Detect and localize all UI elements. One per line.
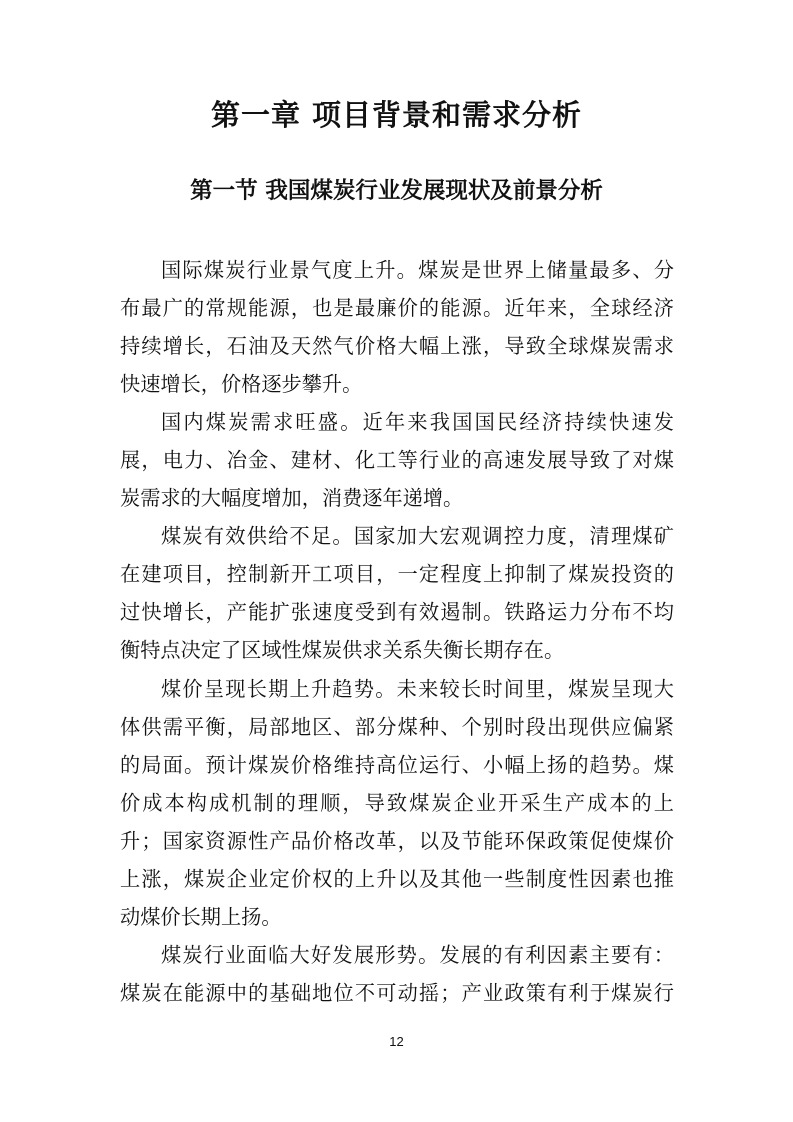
- paragraph-line: 在建项目，控制新开工项目，一定程度上抑制了煤炭投资的: [120, 562, 674, 587]
- paragraph-line: 过快增长，产能扩张速度受到有效遏制。铁路运力分布不均: [120, 600, 674, 625]
- paragraph-line: 持续增长，石油及天然气价格大幅上涨，导致全球煤炭需求: [120, 334, 674, 359]
- paragraph-line: 炭需求的大幅度增加，消费逐年递增。: [120, 486, 464, 511]
- paragraph-line: 国内煤炭需求旺盛。近年来我国国民经济持续快速发: [161, 410, 674, 435]
- body-text: [120, 251, 674, 1012]
- page-number: 12: [389, 1034, 404, 1049]
- paragraph-line: 展，电力、冶金、建材、化工等行业的高速发展导致了对煤: [120, 448, 674, 473]
- paragraph-line: 布最广的常规能源，也是最廉价的能源。近年来，全球经济: [120, 296, 674, 321]
- section-title: 第一节 我国煤炭行业发展现状及前景分析: [190, 178, 603, 204]
- paragraph-line: 快速增长，价格逐步攀升。: [120, 372, 363, 397]
- paragraph-line: 煤炭在能源中的基础地位不可动摇；产业政策有利于煤炭行: [120, 980, 674, 1005]
- paragraph-line: 国际煤炭行业景气度上升。煤炭是世界上储量最多、分: [161, 258, 674, 282]
- paragraph-line: 价成本构成机制的理顺，导致煤炭企业开采生产成本的上: [120, 790, 674, 815]
- paragraph-line: 上涨，煤炭企业定价权的上升以及其他一些制度性因素也推: [120, 866, 674, 891]
- paragraph-line: 衡特点决定了区域性煤炭供求关系失衡长期存在。: [120, 638, 565, 663]
- paragraph-line: 体供需平衡，局部地区、部分煤种、个别时段出现供应偏紧: [120, 714, 674, 739]
- chapter-title: 第一章 项目背景和需求分析: [210, 98, 583, 132]
- paragraph-line: 煤价呈现长期上升趋势。未来较长时间里，煤炭呈现大: [161, 676, 674, 701]
- paragraph-line: 动煤价长期上扬。: [120, 904, 282, 929]
- paragraph-line: 升；国家资源性产品价格改革，以及节能环保政策促使煤价: [120, 828, 674, 853]
- paragraph-line: 煤炭有效供给不足。国家加大宏观调控力度，清理煤矿: [161, 524, 674, 549]
- paragraph-line: 煤炭行业面临大好发展形势。发展的有利因素主要有：: [161, 942, 674, 967]
- paragraph-line: 的局面。预计煤炭价格维持高位运行、小幅上扬的趋势。煤: [120, 752, 674, 777]
